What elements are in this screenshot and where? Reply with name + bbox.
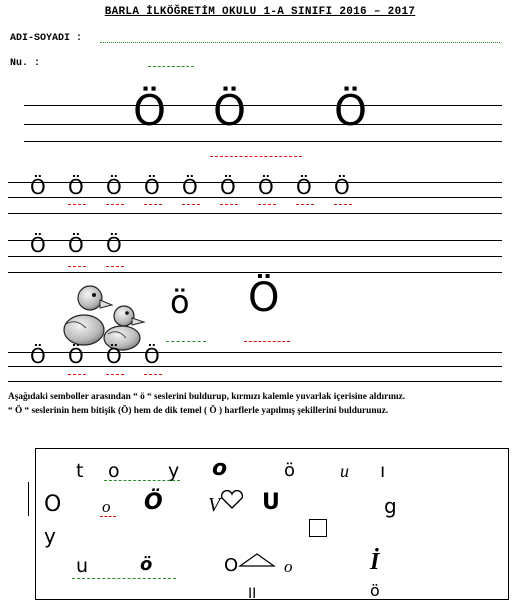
spell-underline — [144, 374, 162, 375]
spell-underline — [166, 341, 206, 342]
text-cursor — [28, 482, 29, 516]
heart-icon[interactable] — [220, 490, 244, 510]
instruction-2: “ Ö “ seslerinin hem bitişik (Ö) hem de dik temel ( Ö ) harflerle yapılmış şekillerini buldurunuz. — [8, 406, 389, 416]
instruction-1: Aşağıdaki semboller arasından “ ö “ seslerini buldurup, kırmızı kalemle yuvarlak içerisine aldırınız. — [8, 392, 406, 402]
number-field[interactable] — [148, 66, 194, 67]
symbol[interactable]: y — [44, 524, 56, 548]
practice-letter: Ö — [30, 175, 46, 199]
spell-underline — [106, 374, 124, 375]
name-label: ADI-SOYADI : — [10, 33, 83, 44]
writing-line — [24, 141, 502, 142]
practice-letter: Ö — [68, 175, 84, 199]
spell-underline — [68, 266, 86, 267]
number-label: Nu. : — [10, 58, 41, 69]
symbol[interactable]: İ — [370, 549, 380, 575]
practice-letter: Ö — [334, 175, 350, 199]
spell-underline — [68, 204, 86, 205]
model-letter-o-umlaut: Ö — [334, 86, 368, 135]
spell-underline — [104, 480, 180, 481]
practice-letter: Ö — [106, 175, 122, 199]
practice-letter: Ö — [182, 175, 198, 199]
practice-letter: Ö — [106, 344, 122, 368]
symbol[interactable]: ö — [284, 460, 296, 481]
model-letter-o-umlaut: Ö — [248, 275, 280, 321]
practice-letter: Ö — [106, 233, 122, 257]
practice-letter: Ö — [30, 344, 46, 368]
symbol[interactable]: u — [76, 555, 89, 577]
symbol[interactable]: Ö — [144, 490, 163, 515]
symbol[interactable]: u — [340, 461, 349, 481]
symbol[interactable]: ı — [380, 460, 386, 482]
spell-underline — [68, 374, 86, 375]
symbol[interactable]: V — [208, 494, 221, 516]
symbol[interactable]: o — [212, 456, 228, 481]
page-title: BARLA İLKÖĞRETİM OKULU 1-A SINIFI 2016 – 2017 — [104, 6, 416, 18]
model-letter-o-umlaut: Ö — [133, 86, 167, 135]
spell-underline — [100, 516, 116, 517]
symbol[interactable]: o — [284, 557, 293, 576]
spell-underline — [106, 266, 124, 267]
symbol[interactable]: O — [224, 555, 239, 576]
symbol[interactable]: ö — [370, 581, 380, 600]
spell-underline — [210, 156, 302, 157]
symbol[interactable]: ö — [140, 554, 153, 575]
practice-letter: Ö — [296, 175, 312, 199]
writing-line — [24, 105, 502, 106]
spell-underline — [334, 204, 352, 205]
symbol[interactable]: y — [168, 460, 180, 482]
writing-line — [8, 213, 502, 214]
practice-letter: Ö — [144, 344, 160, 368]
spell-underline — [244, 341, 290, 342]
symbol[interactable]: g — [384, 494, 397, 518]
practice-letter: Ö — [258, 175, 274, 199]
practice-letter: Ö — [68, 344, 84, 368]
model-letter-o-umlaut: Ö — [213, 86, 247, 135]
square-icon[interactable] — [309, 519, 327, 537]
spell-underline — [106, 204, 124, 205]
practice-letter: Ö — [144, 175, 160, 199]
symbol[interactable]: t — [76, 460, 84, 482]
practice-letter: Ö — [68, 233, 84, 257]
writing-line — [8, 272, 502, 273]
symbol[interactable]: O — [44, 492, 62, 517]
practice-letter: Ö — [220, 175, 236, 199]
symbol[interactable]: II — [248, 586, 257, 602]
writing-line — [24, 124, 502, 125]
spell-underline — [144, 204, 162, 205]
spell-underline — [220, 204, 238, 205]
spell-underline — [182, 204, 200, 205]
model-letter-o-umlaut-small: ö — [170, 283, 190, 321]
symbol[interactable]: o — [108, 460, 120, 482]
writing-line — [8, 381, 502, 382]
symbol[interactable]: o — [102, 497, 111, 516]
name-field[interactable] — [100, 42, 500, 43]
spell-underline — [72, 578, 176, 579]
spell-underline — [258, 204, 276, 205]
practice-letter: Ö — [30, 233, 46, 257]
symbol[interactable]: U — [262, 490, 280, 515]
spell-underline — [296, 204, 314, 205]
triangle-icon[interactable] — [238, 552, 276, 568]
